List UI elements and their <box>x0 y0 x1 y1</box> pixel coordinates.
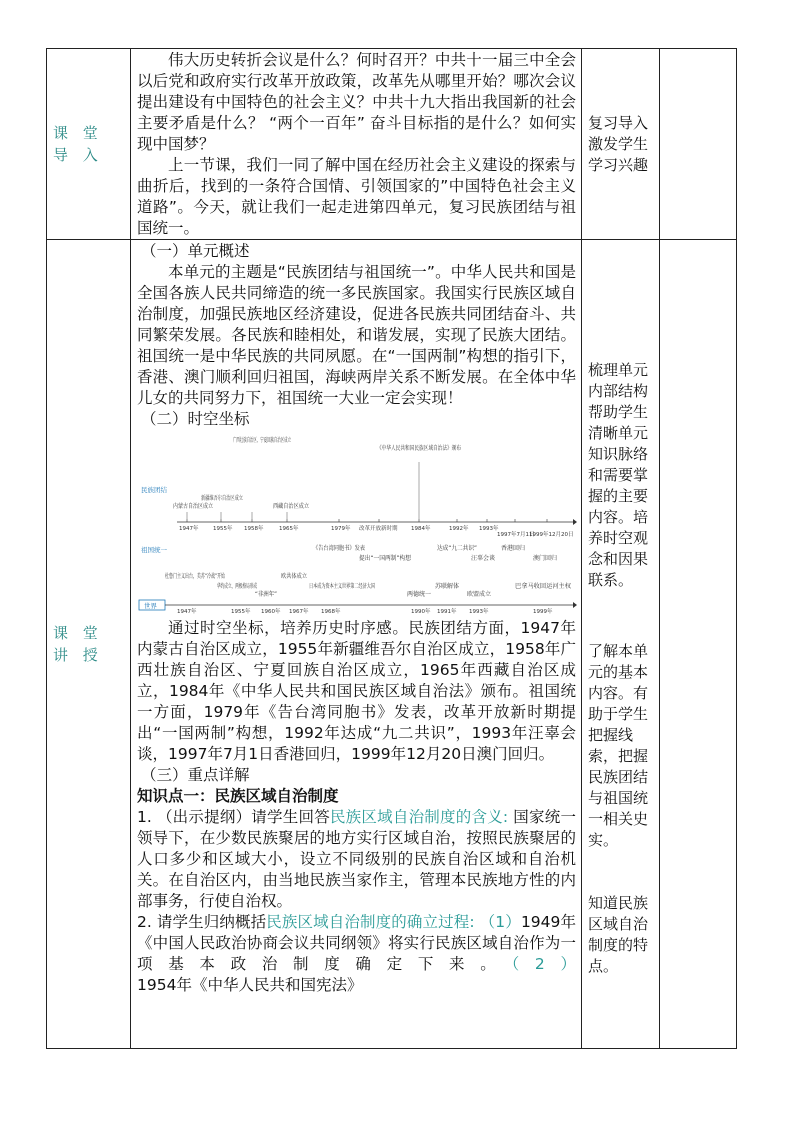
item-2-text-2: 1954年《中华人民共和国宪法》 <box>137 976 363 994</box>
reunify-event: 澳门回归 <box>533 555 558 562</box>
cat-unity-label: 民族团结 <box>141 486 167 494</box>
reunify-event: 香港回归 <box>501 545 526 552</box>
axis1-year: 1992年 <box>449 526 469 532</box>
heading-key-points: （三）重点详解 <box>141 766 250 784</box>
hint-structure: 梳理单元内部结构帮助学生清晰单元知识脉络和需要掌握的主要内容。培养时空观念和因果联系。 <box>588 361 649 589</box>
lesson-plan-table <box>46 48 737 1049</box>
cat-world-label: 世界 <box>144 602 157 610</box>
axis2-year: 1991年 <box>437 609 457 614</box>
intro-row <box>47 49 737 240</box>
unity-event: 广西壮族自治区、宁夏回族自治区成立 <box>233 437 336 444</box>
item-2 <box>137 912 576 996</box>
reunify-events <box>313 544 557 562</box>
item-2-text: 1949年《中国人民政治协商会议共同纲领》将实行民族区域自治作为一项基本政治制度确定下来。 <box>137 913 577 973</box>
heading-overview: （一）单元概述 <box>141 242 250 260</box>
axis-bottom-arrow <box>573 602 577 608</box>
blank-cell <box>660 49 737 240</box>
world-event: 日本成为资本主义世界第二经济大国 <box>309 583 406 590</box>
item-1-prefix: 1. （出示提纲）请学生回答 <box>137 808 330 826</box>
axis1-year: 1979年 <box>331 526 351 532</box>
axis2-year: 1947年 <box>177 609 197 614</box>
item-2-highlight-2: （2） <box>511 955 576 973</box>
reunify-event: 达成“九二共识” <box>437 545 480 552</box>
item-1-highlight: 民族区域自治制度的含义: <box>329 808 509 826</box>
unity-event: 内蒙古自治区成立 <box>173 503 222 510</box>
content-cell <box>131 240 582 1049</box>
axis-top-ticks <box>187 519 547 522</box>
axis2-year: 1955年 <box>231 609 251 614</box>
hint-intro: 复习导入激发学生学习兴趣 <box>588 113 649 174</box>
unity-event: 《中华人民共和国民族区域自治法》颁布 <box>377 445 486 452</box>
timeline-paragraph: 通过时空坐标，培养历史时序感。民族团结方面，1947年内蒙古自治区成立，1955年新疆维吾尔自治区成立，1958年广西壮族自治区、宁夏回族自治区成立，1965年西藏自治区成立，1984年《中华人民共和国民族区域自治法》颁布。祖国统一方面，1979年《告台湾同胞书》发表，改革开放新时期提出“一国两制”构想，1992年达成“九二共识”，1993年汪辜会谈，1997年7月1日香港回归，1999年12月20日澳门回归。 <box>137 619 576 763</box>
unity-event: 西藏自治区成立 <box>273 503 316 510</box>
item-2-prefix: 2. 请学生归纳概括 <box>137 913 267 931</box>
world-events <box>165 572 571 598</box>
hint-cell <box>582 49 660 240</box>
axis1-year: 1955年 <box>213 526 233 532</box>
cat-reunify-label: 祖国统一 <box>141 546 167 554</box>
world-event: 欧盟成立 <box>467 591 492 598</box>
world-event: 欧共体成立 <box>281 573 312 580</box>
section-label-intro: 课 堂 导 入 <box>53 124 103 164</box>
axis2-year: 1967年 <box>289 609 309 614</box>
axis2-year: 1999年 <box>533 609 553 614</box>
axis1-year: 1984年 <box>411 526 431 532</box>
knowledge-point-1-title: 知识点一：民族区域自治制度 <box>137 787 339 805</box>
intro-questions: 伟大历史转折会议是什么？何时召开？中共十一届三中全会以后党和政府实行改革开放政策，改革先从哪里开始？哪次会议提出建设有中国特色的社会主义？中共十九大指出我国新的社会主要矛盾是什么？ “两个一百年” 奋斗目标指的是什么？如何实现中国梦？ <box>137 51 576 153</box>
reunify-event: 《告台湾同胞书》发表 <box>313 545 374 552</box>
world-event: 杜鲁门主义出台，美苏“冷战”开始 <box>165 573 256 580</box>
axis1-year: 改革开放新时期 <box>359 526 398 532</box>
section-label-cell <box>47 49 131 240</box>
world-event: “非洲年” <box>255 591 280 598</box>
lecture-row <box>47 240 737 1049</box>
heading-timeline: （二）时空坐标 <box>141 410 250 428</box>
section-label-cell <box>47 240 131 1049</box>
reunify-event: 汪辜会谈 <box>471 555 496 562</box>
unity-events <box>173 436 486 519</box>
unity-event: 新疆维吾尔自治区成立 <box>201 495 262 502</box>
timeline-svg <box>137 432 577 614</box>
axis-top-arrow <box>573 519 577 525</box>
axis2-year: 1968年 <box>321 609 341 614</box>
axis1-year: 1997年7月1日 <box>497 532 535 538</box>
axis1-year: 1999年12月20日 <box>529 532 574 538</box>
axis1-year: 1958年 <box>244 526 264 532</box>
axis1-year: 1965年 <box>279 526 299 532</box>
overview-paragraph: 本单元的主题是“民族团结与祖国统一”。中华人民共和国是全国各族人民共同缔造的统一多民族国家。我国实行民族区域自治制度，加强民族地区经济建设，促进各民族共同团结奋斗、共同繁荣发展。各民族和睦相处，和谐发展，实现了民族大团结。祖国统一是中华民族的共同夙愿。在“一国两制”构想的指引下，香港、澳门顺利回归祖国，海峡两岸关系不断发展。在全体中华儿女的共同努力下，祖国统一大业一定会实现！ <box>137 263 576 407</box>
section-label-lecture: 课 堂 讲 授 <box>53 624 103 664</box>
world-event: 苏联解体 <box>435 583 460 590</box>
world-event: 两德统一 <box>407 591 432 598</box>
hint-content: 了解本单元的基本内容。有助于学生把握线索，把握民族团结与祖国统一相关史实。 <box>588 642 649 849</box>
reunify-event: 提出“一国两制”构想 <box>359 555 414 562</box>
item-1 <box>137 807 576 912</box>
axis1-year: 1947年 <box>179 526 199 532</box>
axis1-year: 1993年 <box>479 526 499 532</box>
item-1-text: 国家统一领导下，在少数民族聚居的地方实行区域自治，按照民族聚居的人口多少和区域大小，设立不同级别的民族自治区域和自治机关。在自治区内，由当地民族当家作主，管理本民族地方性的内部事务，行使自治权。 <box>137 808 576 910</box>
world-event: 华约成立，两极格局形成 <box>217 583 284 590</box>
hint-autonomy: 知道民族区域自治制度的特点。 <box>588 894 649 975</box>
timeline-figure <box>137 432 577 614</box>
axis2-year: 1990年 <box>411 609 431 614</box>
world-event: 巴拿马收回运河主权 <box>515 583 570 590</box>
blank-cell <box>660 240 737 1049</box>
intro-transition: 上一节课，我们一同了解中国在经历社会主义建设的探索与曲折后，找到的一条符合国情、引领国家的”中国特色社会主义道路”。今天，就让我们一起走进第四单元，复习民族团结与祖国统一。 <box>137 156 576 237</box>
axis2-year: 1993年 <box>469 609 489 614</box>
item-2-highlight: 民族区域自治制度的确立过程: （1） <box>266 913 521 931</box>
content-cell <box>131 49 582 240</box>
hint-cell <box>582 240 660 1049</box>
axis2-year: 1960年 <box>261 609 281 614</box>
